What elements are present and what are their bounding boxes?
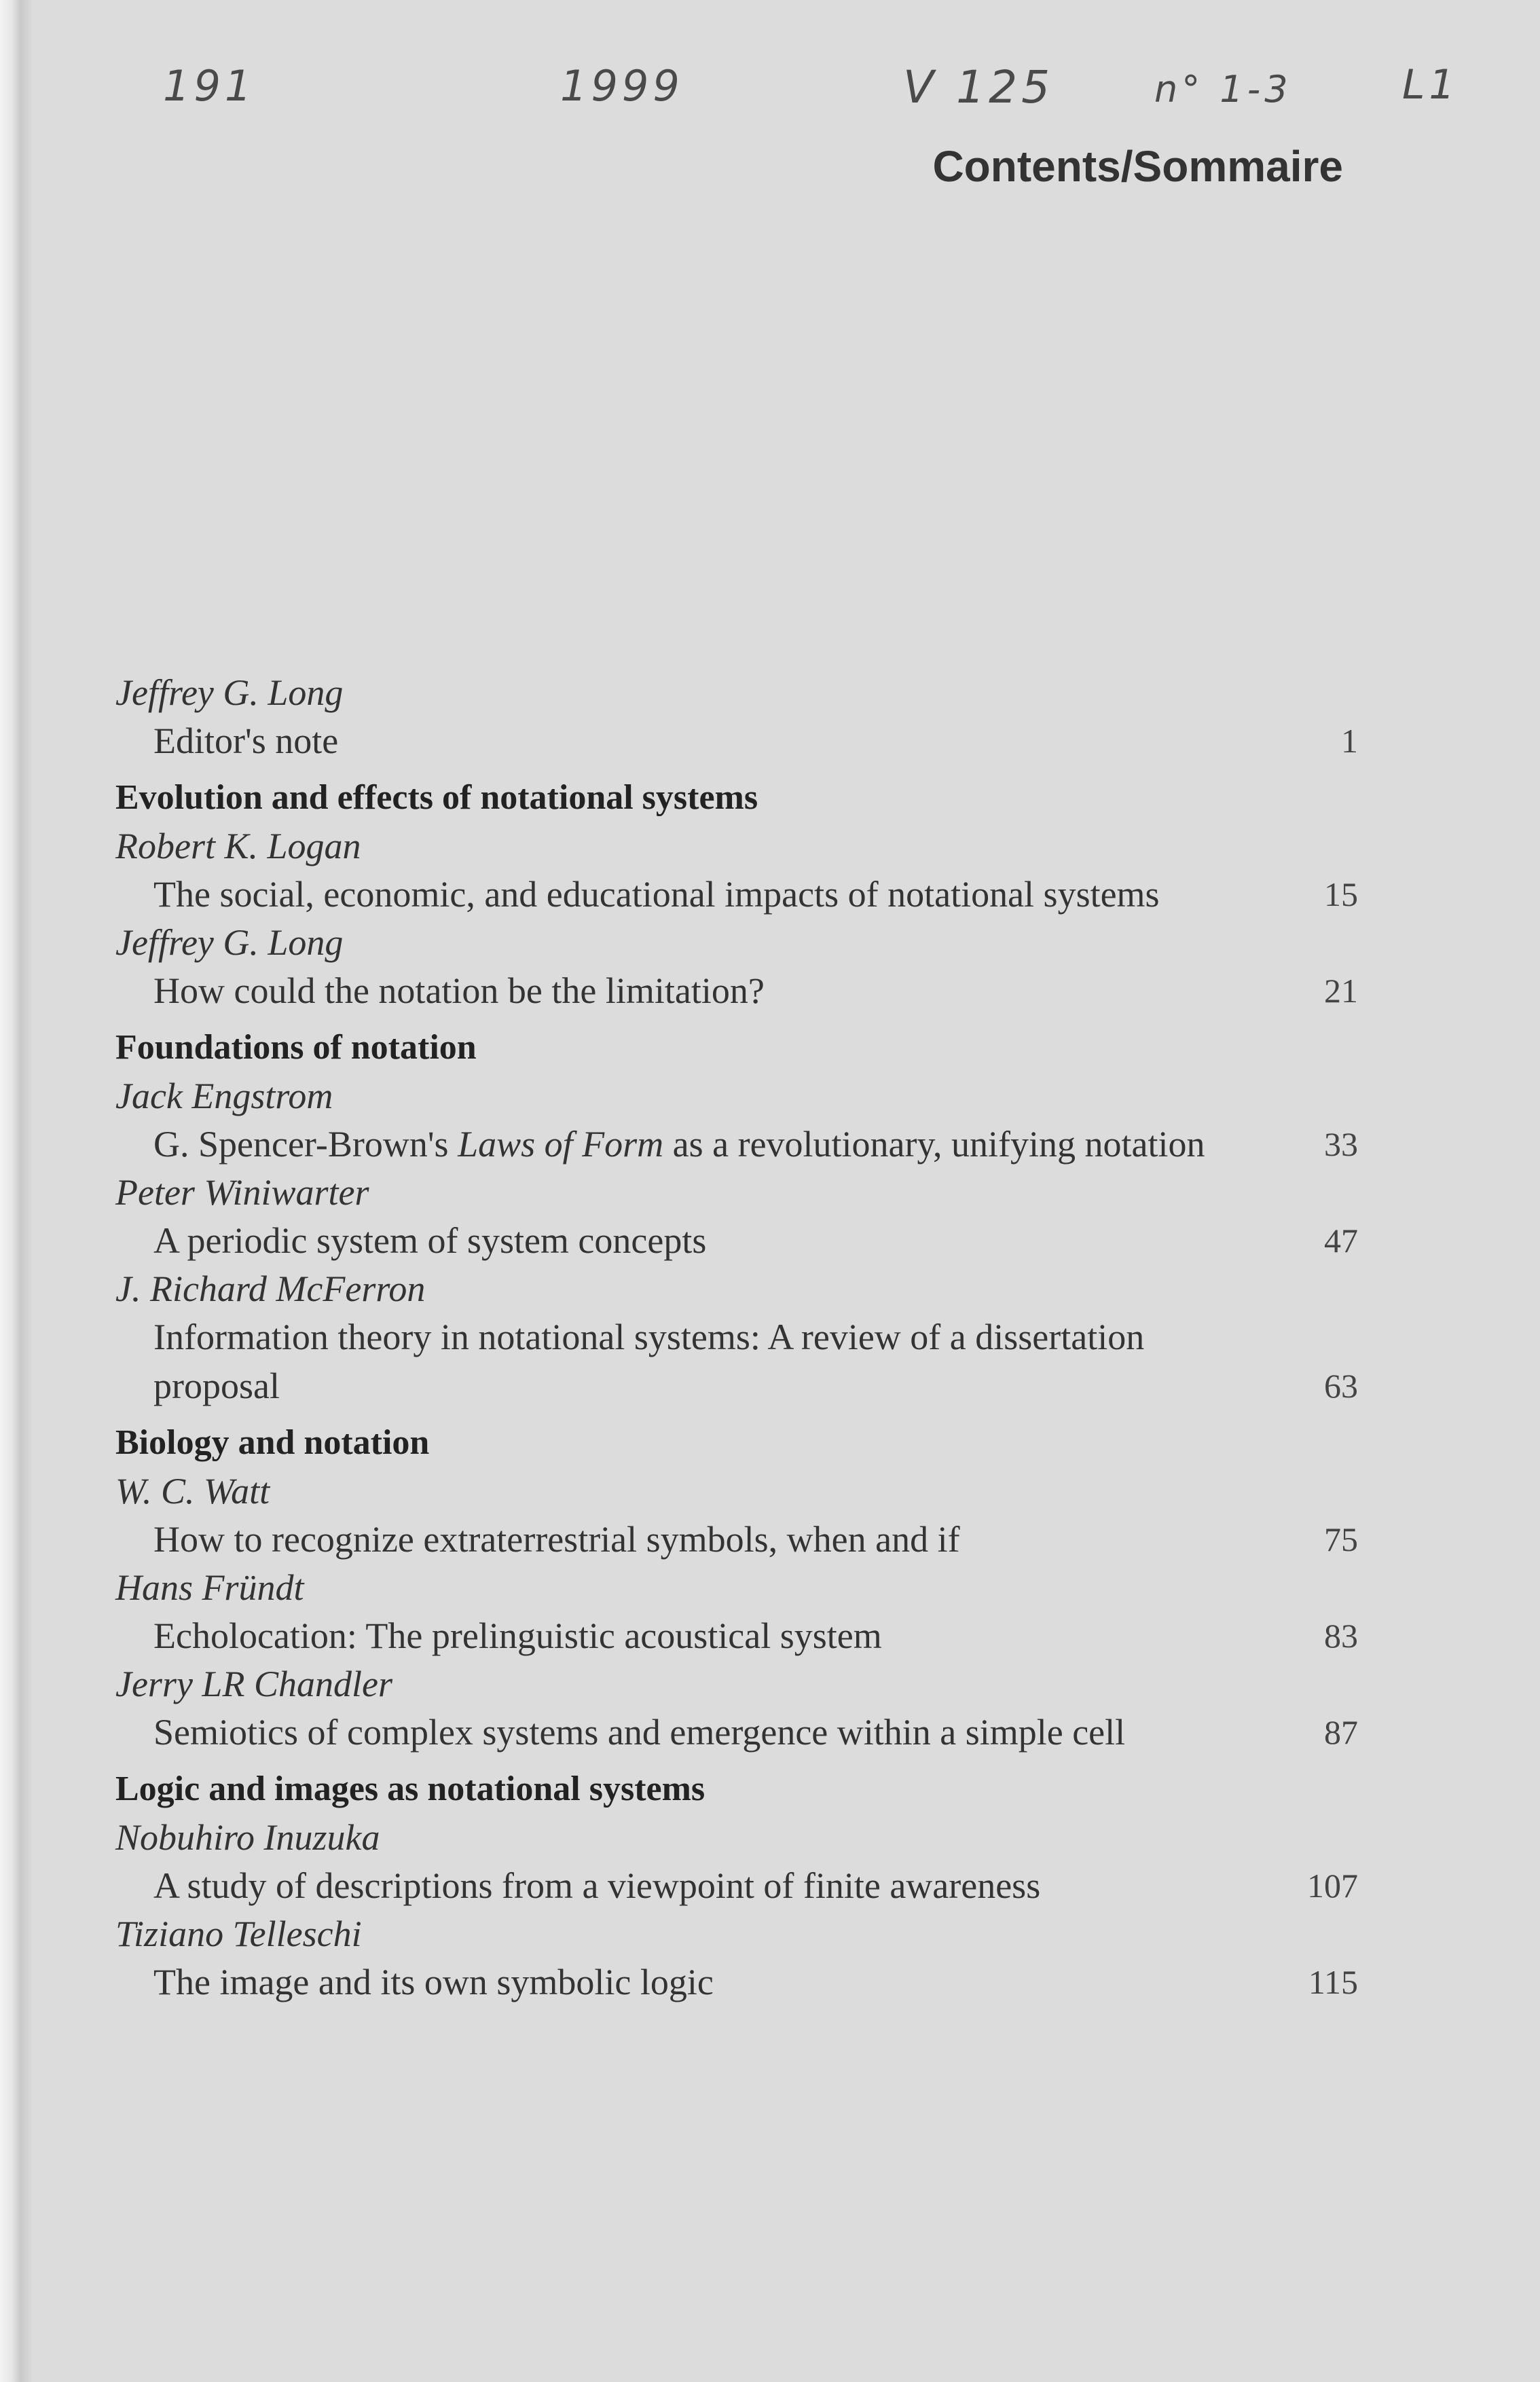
toc-page-number: 1: [1341, 722, 1358, 760]
section-heading: Evolution and effects of notational systems: [115, 778, 758, 817]
section-heading: Foundations of notation: [115, 1028, 477, 1067]
toc-page-number: 33: [1324, 1125, 1358, 1163]
toc-entry: [115, 1216, 1358, 1265]
toc-entry: [115, 1708, 1358, 1757]
table-of-contents: [115, 669, 1358, 2007]
toc-author: Nobuhiro Inuzuka: [115, 1817, 380, 1858]
toc-entry: [115, 1313, 1358, 1410]
toc-author: Tiziano Telleschi: [115, 1913, 362, 1954]
toc-entry-title: The image and its own symbolic logic: [153, 1962, 714, 2002]
toc-author: Robert K. Logan: [115, 826, 361, 866]
toc-page-number: 21: [1324, 972, 1358, 1010]
handwritten-note: 1999: [560, 61, 684, 111]
toc-page-number: 87: [1324, 1713, 1358, 1751]
toc-author: Jeffrey G. Long: [115, 672, 344, 713]
toc-entry-title: The social, economic, and educational impacts of notational systems: [153, 874, 1160, 915]
toc-page-number: 63: [1324, 1367, 1358, 1405]
section-heading: Biology and notation: [115, 1423, 430, 1462]
toc-title-italic: Laws of Form: [458, 1124, 664, 1165]
toc-entry-title: Editor's note: [153, 720, 339, 761]
page-title: Contents/Sommaire: [932, 142, 1343, 191]
handwritten-note: n° 1-3: [1154, 68, 1292, 111]
handwritten-note: V 125: [903, 61, 1055, 113]
toc-entry-title: Semiotics of complex systems and emergence within a simple cell: [153, 1712, 1126, 1753]
toc-entry: [115, 716, 1358, 765]
toc-entry: [115, 966, 1358, 1015]
toc-entry: [115, 1861, 1358, 1910]
toc-author: Peter Winiwarter: [115, 1172, 369, 1213]
section-heading: Logic and images as notational systems: [115, 1770, 705, 1808]
toc-entry-title: A periodic system of system concepts: [153, 1220, 707, 1261]
toc-entry-title: Echolocation: The prelinguistic acoustical system: [153, 1615, 882, 1656]
toc-author: Hans Fründt: [115, 1567, 304, 1608]
toc-page-number: 115: [1308, 1963, 1358, 2001]
toc-entry: [115, 1515, 1358, 1564]
toc-entry-title: A study of descriptions from a viewpoint of finite awareness: [153, 1865, 1041, 1906]
toc-page-number: 75: [1324, 1520, 1358, 1558]
toc-entry: [115, 870, 1358, 919]
handwritten-note: 191: [163, 61, 256, 111]
toc-page-number: 47: [1324, 1222, 1358, 1260]
toc-author: Jack Engstrom: [115, 1076, 333, 1116]
toc-author: Jeffrey G. Long: [115, 922, 344, 963]
toc-entry: [115, 1958, 1358, 2007]
toc-title-part: G. Spencer-Brown's: [153, 1124, 458, 1165]
toc-page-number: 15: [1324, 875, 1358, 913]
toc-entry-title: [153, 1124, 1205, 1165]
toc-title-part: as a revolutionary, unifying notation: [663, 1124, 1205, 1165]
toc-author: W. C. Watt: [115, 1471, 270, 1511]
toc-entry-title: How could the notation be the limitation?: [153, 970, 765, 1011]
toc-page-number: 83: [1324, 1617, 1358, 1655]
handwritten-note: L1: [1402, 61, 1459, 109]
toc-author: J. Richard McFerron: [115, 1268, 426, 1309]
toc-entry-title: Information theory in notational systems: A review of a dissertation proposal: [153, 1317, 1145, 1406]
toc-entry-title: How to recognize extraterrestrial symbols, when and if: [153, 1519, 960, 1560]
toc-entry: [115, 1120, 1358, 1169]
toc-page-number: 107: [1307, 1867, 1358, 1905]
toc-entry: [115, 1611, 1358, 1660]
toc-author: Jerry LR Chandler: [115, 1664, 392, 1704]
